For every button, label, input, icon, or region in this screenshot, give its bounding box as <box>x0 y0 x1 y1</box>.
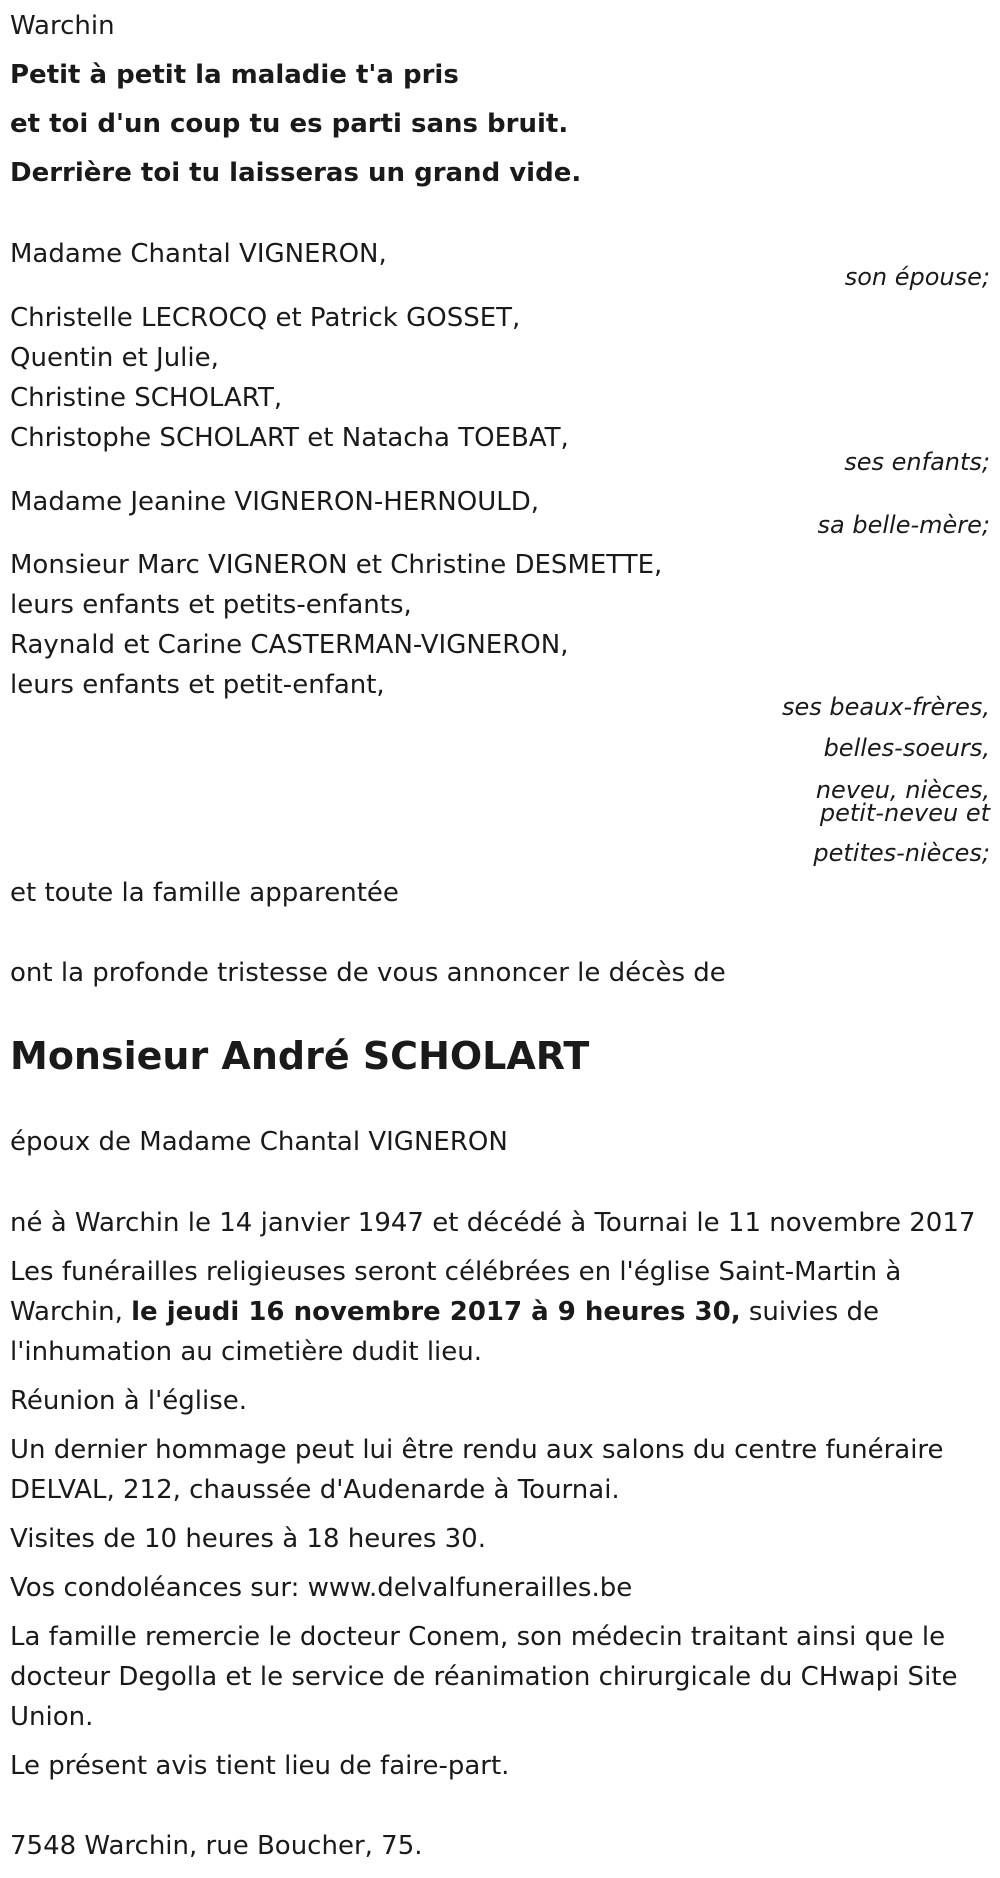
thanks-line-3: Union. <box>10 1702 94 1732</box>
address: 7548 Warchin, rue Boucher, 75. <box>10 1831 423 1861</box>
place: Warchin <box>10 11 115 41</box>
thanks-line-2: docteur Degolla et le service de réanimation chirurgicale du CHwapi Site <box>10 1662 958 1692</box>
notice: Le présent avis tient lieu de faire-part. <box>10 1751 510 1781</box>
funeral-line-3: l'inhumation au cimetière dudit lieu. <box>10 1337 483 1367</box>
in-laws-relation-5: petites-nièces; <box>813 839 990 867</box>
mother-in-law-name: Madame Jeanine VIGNERON-HERNOULD, <box>10 487 540 517</box>
visits: Visites de 10 heures à 18 heures 30. <box>10 1524 486 1554</box>
spouse-of: époux de Madame Chantal VIGNERON <box>10 1127 508 1157</box>
in-laws-line-2: leurs enfants et petits-enfants, <box>10 590 412 620</box>
funeral-location: Warchin, <box>10 1297 132 1327</box>
funeral-line-1: Les funérailles religieuses seront célébrées en l'église Saint-Martin à <box>10 1257 902 1287</box>
meeting: Réunion à l'église. <box>10 1386 248 1416</box>
spouse-relation: son épouse; <box>844 263 990 291</box>
children-line-2: Quentin et Julie, <box>10 343 219 373</box>
condolences: Vos condoléances sur: www.delvalfunerailles.be <box>10 1573 633 1603</box>
in-laws-relation-2: belles-soeurs, <box>823 734 990 762</box>
funeral-continuation: suivies de <box>740 1297 880 1327</box>
poem-line-2: et toi d'un coup tu es parti sans bruit. <box>10 109 569 139</box>
children-line-4: Christophe SCHOLART et Natacha TOEBAT, <box>10 423 569 453</box>
in-laws-relation-3: neveu, nièces, <box>815 776 990 804</box>
children-line-1: Christelle LECROCQ et Patrick GOSSET, <box>10 303 521 333</box>
poem-line-1: Petit à petit la maladie t'a pris <box>10 60 459 90</box>
spouse-name: Madame Chantal VIGNERON, <box>10 239 387 269</box>
in-laws-relation-4: petit-neveu et <box>819 799 990 827</box>
deceased-name: Monsieur André SCHOLART <box>10 1034 590 1078</box>
in-laws-line-1: Monsieur Marc VIGNERON et Christine DESMETTE, <box>10 550 663 580</box>
children-line-3: Christine SCHOLART, <box>10 383 283 413</box>
in-laws-line-3: Raynald et Carine CASTERMAN-VIGNERON, <box>10 630 569 660</box>
children-relation: ses enfants; <box>844 448 990 476</box>
birth-death: né à Warchin le 14 janvier 1947 et décédé à Tournai le 11 novembre 2017 <box>10 1208 976 1238</box>
in-laws-line-4: leurs enfants et petit-enfant, <box>10 670 385 700</box>
funeral-datetime: le jeudi 16 novembre 2017 à 9 heures 30, <box>131 1297 741 1327</box>
tribute-line-1: Un dernier hommage peut lui être rendu aux salons du centre funéraire <box>10 1435 944 1465</box>
mother-in-law-relation: sa belle-mère; <box>817 511 990 539</box>
thanks-line-1: La famille remercie le docteur Conem, son médecin traitant ainsi que le <box>10 1622 946 1652</box>
funeral-line-2 <box>10 1292 879 1332</box>
poem-line-3: Derrière toi tu laisseras un grand vide. <box>10 158 582 188</box>
announcement: ont la profonde tristesse de vous annoncer le décès de <box>10 958 726 988</box>
tribute-line-2: DELVAL, 212, chaussée d'Audenarde à Tournai. <box>10 1475 620 1505</box>
extended-family: et toute la famille apparentée <box>10 878 399 908</box>
in-laws-relation-1: ses beaux-frères, <box>781 693 990 721</box>
